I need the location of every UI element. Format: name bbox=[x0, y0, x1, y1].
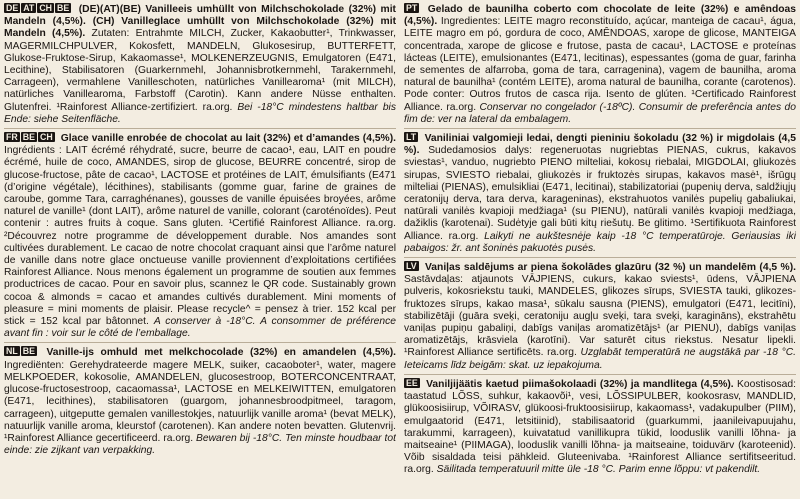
storage-note: Bewaren bij -18°C. Ten minste houdbaar tot einde: zie zijkant van verpakking. bbox=[4, 432, 396, 457]
product-title: Gelado de baunilha coberto com chocolate de leite (32%) e amêndoas (4,5%). bbox=[404, 4, 796, 28]
ingredients-text: Sastāvdaļas: atjaunots VĀJPIENS, cukurs, kakao sviests¹, ūdens, VĀJPIENA pulveris, kokosriekstu tauki, MANDELES, glikozes sīrups, SVIESTA tauki, glikozes-fruktozes sīrups, kakao masa¹, sūkalu sausna (PIENS), emulgatori (E471, lecitīni), stabilizētāji (guāra sveķi, ceratoniju augļu sveķi, tara sveķi, karagināns), ekstrahētu vaniļas pupiņu gabaliņi, dabīgs vaniļas aromatizētājs¹ (ar PIENU), dabīgs vaniļas aromatizētājs, krāsviela (karotīni). Var saturēt citus riekstus. Nesatur lipekli. ¹Rainforest Alliance sertificēts. ra.org. bbox=[404, 274, 796, 359]
left-column bbox=[4, 3, 396, 497]
right-column bbox=[404, 3, 796, 497]
product-title: Vaniļas saldējums ar piena šokolādes glazūru (32 %) un mandelēm (4,5 %). bbox=[425, 262, 796, 274]
section-ee bbox=[404, 378, 796, 479]
storage-note: A conserver à -18°C. A consommer de préférence avant fin : voir sur le côté de l’emballage. bbox=[4, 316, 396, 340]
lang-tag: BE bbox=[22, 132, 35, 143]
language-tags bbox=[404, 133, 423, 144]
product-title: Vaniliniai valgomieji ledai, dengti pieniniu šokoladu (32 %) ir migdolais (4,5 %). bbox=[404, 133, 796, 157]
lang-tag: CH bbox=[39, 3, 53, 13]
lang-tag: LV bbox=[406, 261, 417, 272]
section-lv bbox=[404, 261, 796, 375]
ingredients-text: Ingrediënten: Gerehydrateerde magere MELK, suiker, cacaoboter¹, water, magere MELKPOEDER, kokosolie, AMANDELEN, glucosestroop, BOTERCONCENTRAAT, glucose-fructosestroop, cacaomassa¹, LACTOSE en MELKEIWITTEN, emulgatoren (E471, lecithines), stabilisatoren (guargom, johannesbroodpitmeel, taragom, carrageen), uitgeputte gemalen vanillestokjes, natuurlijk vanille aroma¹ (bevat MELK), natuurlijk vanille aroma, kleurstof (carotenen). Kan andere noten bevatten. Glutenvrij. ¹Rainforest Alliance gecertificeerd. ra.org. bbox=[4, 359, 396, 444]
language-tags bbox=[404, 379, 424, 390]
lang-tag: LT bbox=[406, 132, 417, 143]
ingredients-text: Koostisosad: taastatud LÕSS, suhkur, kakaovõi¹, vesi, LÕSSIPULBER, kookosrasv, MANDLID, glükoosisiirup, VÕIRASV, glükoosi-fruktoosisiirup, kakaomass¹, vadakupulber (PIIM), emulgaatorid (E471, letsitiinid), stabilisaatorid (guarkummi, jaanileivapuujahu, tarakummi, karrageen), kuivatatud vanillikupra tükid, looduslik vanilli lõhna- ja maitseaine¹ (PIIMAGA), looduslik vanilli lõhna- ja maitseaine, toiduvärv (karoteenid). Võib sisaldada teisi pähkleid. Gluteenivaba. ¹Rainforest Alliance sertifitseeritud. ra.org. bbox=[404, 378, 796, 476]
storage-note: Conservar no congelador (-18ºC). Consumir de preferência antes do fim de: ver na lateral da embalagem. bbox=[404, 101, 796, 125]
lang-tag: FR bbox=[6, 132, 18, 143]
language-tags bbox=[4, 133, 59, 144]
product-title: (DE)(AT)(BE) Vanilleeis umhüllt von Milchschokolade (32%) mit Mandeln (4,5%). (CH) Vanilleglace umhüllt von Milchschokolade (32%) mit Mandeln (4,5%). bbox=[4, 4, 396, 40]
product-title: Glace vanille enrobée de chocolat au lait (32%) et d’amandes (4,5%). bbox=[60, 133, 396, 145]
ingredients-text: Sudedamosios dalys: regeneruotas nugriebtas PIENAS, cukrus, kakavos sviestas¹, vanduo, nugriebto PIENO milteliai, kokosų riebalai, MIGDOLAI, gliukozės sirupas, SVIESTO riebalai, gliukozės ir fruktozės sirupas, kakavos masė¹, išrūgų milteliai (PIENAS), emulsikliai (E471, lecitinai), stabilizatoriai (pupenių derva, saldžiųjų ceratonijų derva, tara derva, karageninas), ekstrahuotos vanilės pupelių gabaliukai, natūrali vanilės kvapioji medžiaga¹ (su PIENU), natūrali vanilės kvapioji medžiaga, dažiklis (karotenai). Sudėtyje gali būti kitų riešutų. Be glitimo. ¹Sertifikuota Rainforest Alliance. ra.org. bbox=[404, 145, 796, 242]
lang-tag: DE bbox=[6, 3, 19, 13]
lang-tag: BE bbox=[22, 346, 35, 357]
ingredients-text: Ingrédients : LAIT écrémé réhydraté, sucre, beurre de cacao¹, eau, LAIT en poudre écrémé, huile de coco, AMANDES, sirop de glucose, BEURRE concentré, sirop de glucose-fructose, pâte de cacao¹, LACTOSE et protéines de LAIT, émulsifiants (E471 (d’origine végétale), lécithines), stabilisants (gomme guar, farine de graines de caroube, gomme Tara, carraghénanes), gousses de vanille épuisées broyées, arôme naturel de vanille¹ (dont LAIT), arôme naturel de vanille, colorant (caroténoïdes). Peut contenir : autres fruits à coque. Sans gluten. ¹Certifié Rainforest Alliance. ra.org. ²Découvrez notre programme de développement durable. Nos amandes sont cultivées durablement. Le cacao de notre chocolat craquant ainsi que l’arôme naturel de vanille dans notre glace onctueuse vanille proviennent d’exploitations certifiées Rainforest Alliance. Nous menons également un programme de soutien aux femmes productrices de cacao. Pour en savoir plus, scannez le QR code. Sustainably grown cocoa & almonds = cacao et amandes cultivés durablement. Mini moments of pleasure = mini moments de plaisir. Please recycle^ = pensez à trier. 152 kcal per stick = 152 kcal par bâtonnet. bbox=[4, 145, 396, 328]
storage-note: Laikyti ne aukštesnėje kaip -18 °C temperatūroje. Geriausias iki pabaigos: žr. ant šoninės pakuotės pusės. bbox=[404, 230, 796, 254]
language-tags bbox=[404, 262, 423, 273]
language-tags bbox=[4, 4, 77, 15]
section-pt bbox=[404, 3, 796, 129]
language-tags bbox=[404, 4, 426, 15]
storage-note: Bei -18°C mindestens haltbar bis Ende: siehe Seitenfläche. bbox=[4, 101, 396, 125]
ingredients-text: Zutaten: Entrahmte MILCH, Zucker, Kakaobutter¹, Trinkwasser, MAGERMILCHPULVER, Kokosfett, MANDELN, Glukosesirup, BUTTERFETT, Glukose-Fruktose-Sirup, Kakaomasse¹, MOLKENERZEUGNIS, Emulgatoren (E471, Lecithine), Stabilisatoren (Guarkernmehl, Johannisbrotkernmehl, Tarakernmehl, Carrageen), vermahlene Vanilleschoten, natürliches Vanillearoma¹ (mit MILCH), natürliches Vanillearoma, Farbstoff (Carotin). Kann andere Nüsse enthalten. Glutenfrei. ¹Rainforest Alliance-zertifiziert. ra.org. bbox=[4, 28, 396, 113]
section-nl bbox=[4, 346, 396, 459]
section-fr bbox=[4, 132, 396, 343]
lang-tag: PT bbox=[406, 3, 418, 13]
section-lt bbox=[404, 132, 796, 258]
ingredients-text: Ingredientes: LEITE magro reconstituído, açúcar, manteiga de cacau¹, água, LEITE magro em pó, gordura de coco, AMÊNDOAS, xarope de glicose, MANTEIGA concentrada, xarope de glicose e frutose, pasta de cacau¹, LACTOSE e proteínas lácteas (LEITE), emulsionantes (E471, lecitinas), espessantes (goma de guar, farinha de sementes de alfarroba, goma de tara, carragenina), vagem de baunilha, aroma natural de baunilha¹ (contém LEITE), aroma natural de baunilha, corante (carotenos). Pode conter: Outros frutos de casca rija. Isento de glúten. ¹Certificado Rainforest Alliance. ra.org. bbox=[404, 16, 796, 113]
product-title: Vanille-ijs omhuld met melkchocolade (32%) en amandelen (4,5%). bbox=[46, 347, 396, 359]
section-de bbox=[4, 3, 396, 129]
product-title: Vaniljijäätis kaetud piimašokolaadi (32%) ja mandlitega (4,5%). bbox=[426, 378, 738, 390]
lang-tag: NL bbox=[6, 346, 18, 357]
storage-note: Säilitada temperatuuril mitte üle -18 °C. Parim enne lõppu: vt pakendilt. bbox=[436, 464, 761, 476]
lang-tag: BE bbox=[57, 3, 70, 13]
lang-tag: AT bbox=[23, 3, 35, 13]
storage-note: Uzglabāt temperatūrā ne augstākā par -18 °C. Ieteicams līdz beigām: skat. uz iepakojuma. bbox=[404, 347, 796, 371]
lang-tag: CH bbox=[39, 132, 53, 143]
language-tags bbox=[4, 347, 45, 358]
lang-tag: EE bbox=[406, 377, 418, 388]
